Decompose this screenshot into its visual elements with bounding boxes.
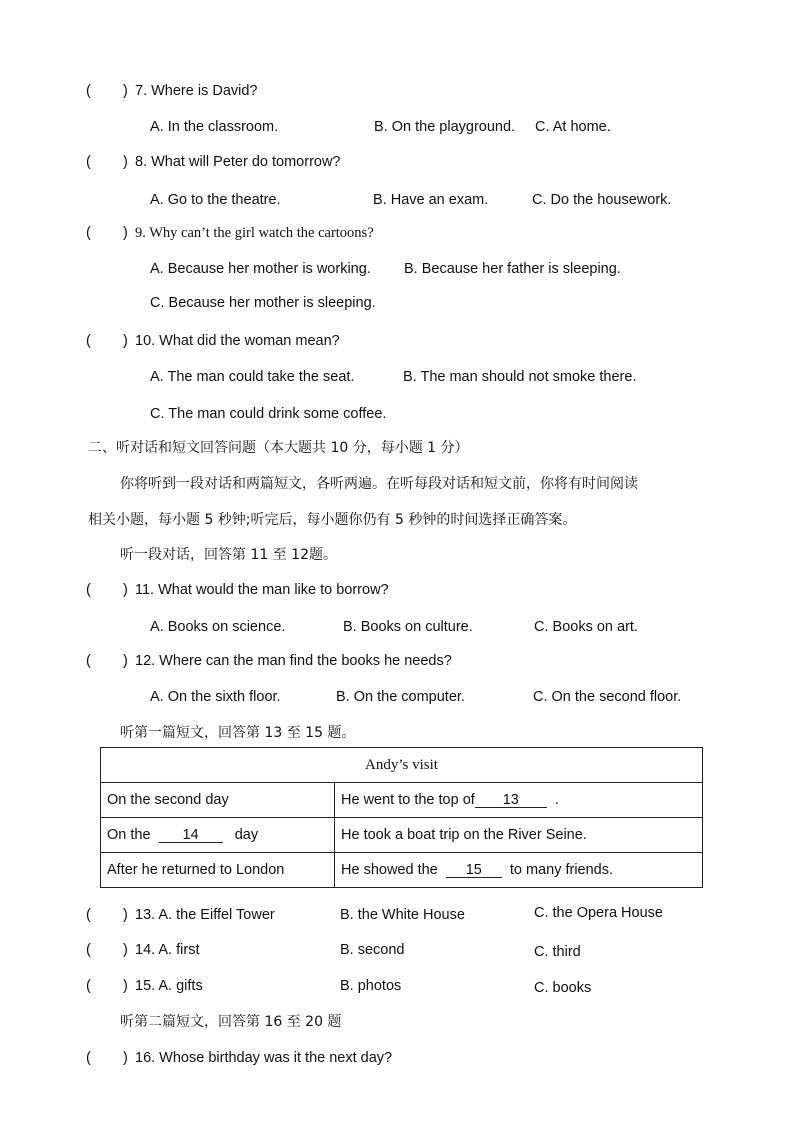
- table-caption-row: [101, 748, 703, 783]
- option-b: B. On the playground.: [374, 119, 516, 135]
- answer-paren-open: (: [86, 582, 91, 598]
- question-text: 11. What would the man like to borrow?: [135, 582, 389, 598]
- table-caption: Andy’s visit: [101, 748, 703, 783]
- cell-text: .: [554, 792, 559, 808]
- cell-text: He showed the: [341, 862, 438, 878]
- cell-text: On the: [107, 827, 151, 843]
- answer-paren-close: ): [123, 978, 128, 994]
- instruction-line-2: 相关小题，每小题 5 秒钟;听完后，每小题你仍有 5 秒钟的时间选择正确答案。: [88, 512, 577, 528]
- answer-paren-open: (: [86, 942, 91, 958]
- answer-paren-open: (: [86, 83, 91, 99]
- passage1-intro: 听第一篇短文，回答第 13 至 15 题。: [120, 725, 356, 741]
- option-a: A. Books on science.: [150, 619, 286, 635]
- answer-paren-close: ): [123, 154, 128, 170]
- option-b: B. photos: [340, 978, 402, 994]
- option-b: B. On the computer.: [336, 689, 465, 705]
- table-cell-left: [101, 818, 335, 853]
- table-row: [101, 783, 703, 818]
- answer-paren-close: ): [123, 942, 128, 958]
- option-b: B. Because her father is sleeping.: [404, 261, 621, 277]
- dialog-intro: 听一段对话，回答第 11 至 12题。: [120, 547, 337, 563]
- answer-paren-open: (: [86, 653, 91, 669]
- option-c: C. At home.: [535, 119, 611, 135]
- answer-paren-open: (: [86, 154, 91, 170]
- question-text: 12. Where can the man find the books he needs?: [135, 653, 452, 669]
- question-text: 14. A. first: [135, 942, 200, 958]
- question-text: 7. Where is David?: [135, 83, 258, 99]
- option-b: B. the White House: [340, 907, 465, 923]
- option-a: A. Because her mother is working.: [150, 261, 371, 277]
- option-c: C. Do the housework.: [532, 192, 672, 208]
- passage2-intro: 听第二篇短文，回答第 16 至 20 题: [120, 1014, 342, 1030]
- andys-visit-table: [100, 747, 703, 888]
- question-text: 15. A. gifts: [135, 978, 203, 994]
- cell-text: He went to the top of: [341, 792, 475, 808]
- option-a: A. In the classroom.: [150, 119, 279, 135]
- cell-text: day: [234, 827, 259, 843]
- option-c: C. Books on art.: [534, 619, 638, 635]
- answer-paren-close: ): [123, 582, 128, 598]
- table-cell-left: After he returned to London: [101, 853, 335, 888]
- question-text: 8. What will Peter do tomorrow?: [135, 154, 341, 170]
- option-c: C. Because her mother is sleeping.: [150, 295, 376, 311]
- table-cell-right: [335, 853, 703, 888]
- table-row: [101, 853, 703, 888]
- option-c: C. On the second floor.: [533, 689, 682, 705]
- table-cell-left: On the second day: [101, 783, 335, 818]
- table-cell-right: [335, 783, 703, 818]
- option-a: A. On the sixth floor.: [150, 689, 281, 705]
- cell-text: to many friends.: [509, 862, 614, 878]
- option-b: B. Books on culture.: [343, 619, 473, 635]
- option-c: C. the Opera House: [534, 905, 663, 921]
- option-c: C. The man could drink some coffee.: [150, 406, 387, 422]
- answer-paren-close: ): [123, 907, 128, 923]
- answer-paren-open: (: [86, 1050, 91, 1066]
- answer-paren-close: ): [123, 1050, 128, 1066]
- answer-paren-close: ): [123, 653, 128, 669]
- answer-paren-open: (: [86, 225, 91, 241]
- answer-paren-open: (: [86, 978, 91, 994]
- answer-paren-open: (: [86, 333, 91, 349]
- answer-paren-close: ): [123, 83, 128, 99]
- option-c: C. books: [534, 980, 592, 996]
- answer-paren-open: (: [86, 907, 91, 923]
- table-cell-right: He took a boat trip on the River Seine.: [335, 818, 703, 853]
- question-text: 10. What did the woman mean?: [135, 333, 340, 349]
- option-a: A. Go to the theatre.: [150, 192, 281, 208]
- option-b: B. second: [340, 942, 405, 958]
- answer-paren-close: ): [123, 225, 128, 241]
- section-heading: 二、听对话和短文回答问题（本大题共 10 分，每小题 1 分）: [88, 440, 469, 456]
- instruction-line-1: 你将听到一段对话和两篇短文，各听两遍。在听每段对话和短文前，你将有时间阅读: [120, 476, 638, 492]
- answer-blank-14[interactable]: 14: [159, 828, 223, 843]
- question-text: 9. Why can’t the girl watch the cartoons?: [135, 225, 374, 241]
- option-b: B. Have an exam.: [373, 192, 489, 208]
- option-c: C. third: [534, 944, 581, 960]
- table-row: [101, 818, 703, 853]
- option-b: B. The man should not smoke there.: [403, 369, 637, 385]
- answer-paren-close: ): [123, 333, 128, 349]
- question-text: 16. Whose birthday was it the next day?: [135, 1050, 393, 1066]
- question-text: 13. A. the Eiffel Tower: [135, 907, 275, 923]
- option-a: A. The man could take the seat.: [150, 369, 355, 385]
- answer-blank-13[interactable]: 13: [475, 793, 547, 808]
- answer-blank-15[interactable]: 15: [446, 863, 502, 878]
